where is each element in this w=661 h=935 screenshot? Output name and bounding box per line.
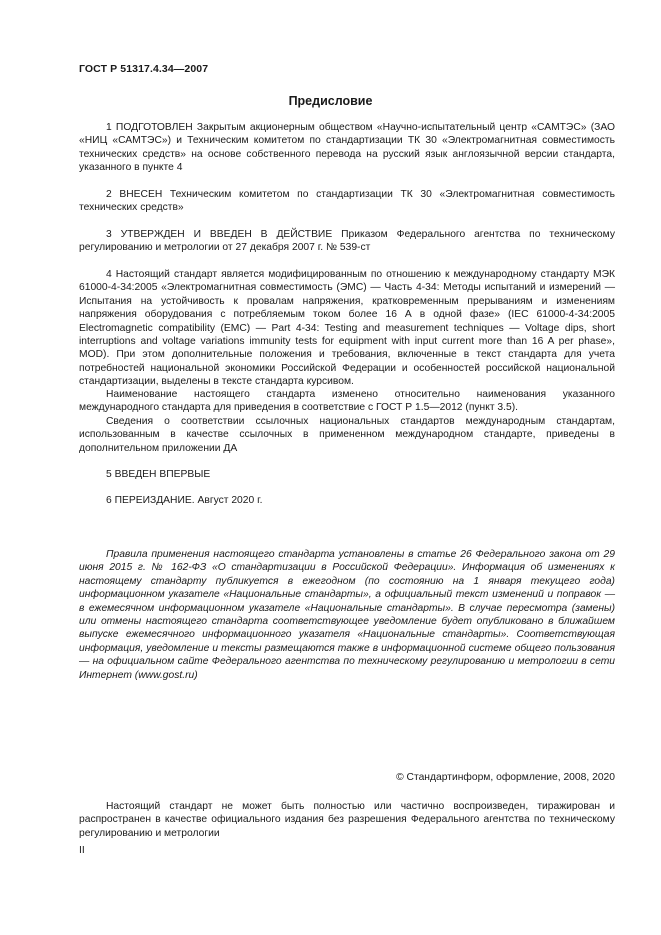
paragraph-name-change: Наименование настоящего стандарта изменено относительно наименования указанного международного стандарта для приведения в соответствие с ГОСТ Р 1.5—2012 (пункт 3.5). [79,389,615,414]
paragraph-reissue: 6 ПЕРЕИЗДАНИЕ. Август 2020 г. [106,495,263,506]
paragraph-introduced-by: 2 ВНЕСЕН Техническим комитетом по стандартизации ТК 30 «Электромагнитная совместимость технических средств» [79,189,615,214]
reproduction-notice: Настоящий стандарт не может быть полностью или частично воспроизведен, тиражирован и распространен в качестве официального издания без разрешения Федерального агентства по техническому регулированию и метрологии [79,801,615,839]
paragraph-approved: 3 УТВЕРЖДЕН И ВВЕДЕН В ДЕЙСТВИЕ Приказом Федерального агентства по техническому регулированию и метрологии от 27 декабря 2007 г. № 539-ст [79,229,615,254]
copyright-line: © Стандартинформ, оформление, 2008, 2020 [396,772,615,783]
page-title: Предисловие [288,94,373,108]
paragraph-modification: 4 Настоящий стандарт является модифицированным по отношению к международному стандарту МЭК 61000-4-34:2005 «Электромагнитная совместимость (ЭМС) — Часть 4-34: Методы испытаний и измерений — Испытания на устойчивость к провалам напряжения, кратковременным прерываниям и изменениям напряжения оборудования с потребляемым током более 16 А в одной фазе» (IEC 61000-4-34:2005 Electromagnetic compatibility (EMC) — Part 4-34: Testing and measurement techniques — Voltage dips, short interruptions and voltage variations immunity tests for equipment with input current more than 16 A per phase», MOD). При этом дополнительные положения и требования, включенные в текст стандарта для учета потребностей национальной экономики Российской Федерации и особенностей российской национальной стандартизации, выделены в тексте стандарта курсивом. [79,269,615,388]
paragraph-references: Сведения о соответствии ссылочных национальных стандартов международным стандартам, использованным в качестве ссылочных в примененном международном стандарте, приведены в дополнительном приложении ДА [79,416,615,454]
paragraph-first-introduced: 5 ВВЕДЕН ВПЕРВЫЕ [106,469,211,480]
page-number: II [79,845,85,856]
paragraph-prepared-by: 1 ПОДГОТОВЛЕН Закрытым акционерным обществом «Научно-испытательный центр «САМТЭС» (ЗАО «НИЦ «САМТЭС») и Техническим комитетом по стандартизации ТК 30 «Электромагнитная совместимость технических средств» на основе собственного перевода на русский язык англоязычной версии стандарта, указанного в пункте 4 [79,122,615,174]
standard-code: ГОСТ Р 51317.4.34—2007 [79,63,209,75]
application-rules-notice: Правила применения настоящего стандарта установлены в статье 26 Федерального закона от 29 июня 2015 г. № 162-ФЗ «О стандартизации в Российской Федерации». Информация об изменениях к настоящему стандарту публикуется в ежегодном (по состоянию на 1 января текущего года) информационном указателе «Национальные стандарты», а официальный текст изменений и поправок — в ежемесячном информационном указателе «Национальные стандарты». В случае пересмотра (замены) или отмены настоящего стандарта соответствующее уведомление будет опубликовано в ближайшем выпуске ежемесячного информационного указателя «Национальные стандарты». Соответствующая информация, уведомление и тексты размещаются также в информационной системе общего пользования — на официальном сайте Федерального агентства по техническому регулированию и метрологии в сети Интернет (www.gost.ru) [79,549,615,681]
